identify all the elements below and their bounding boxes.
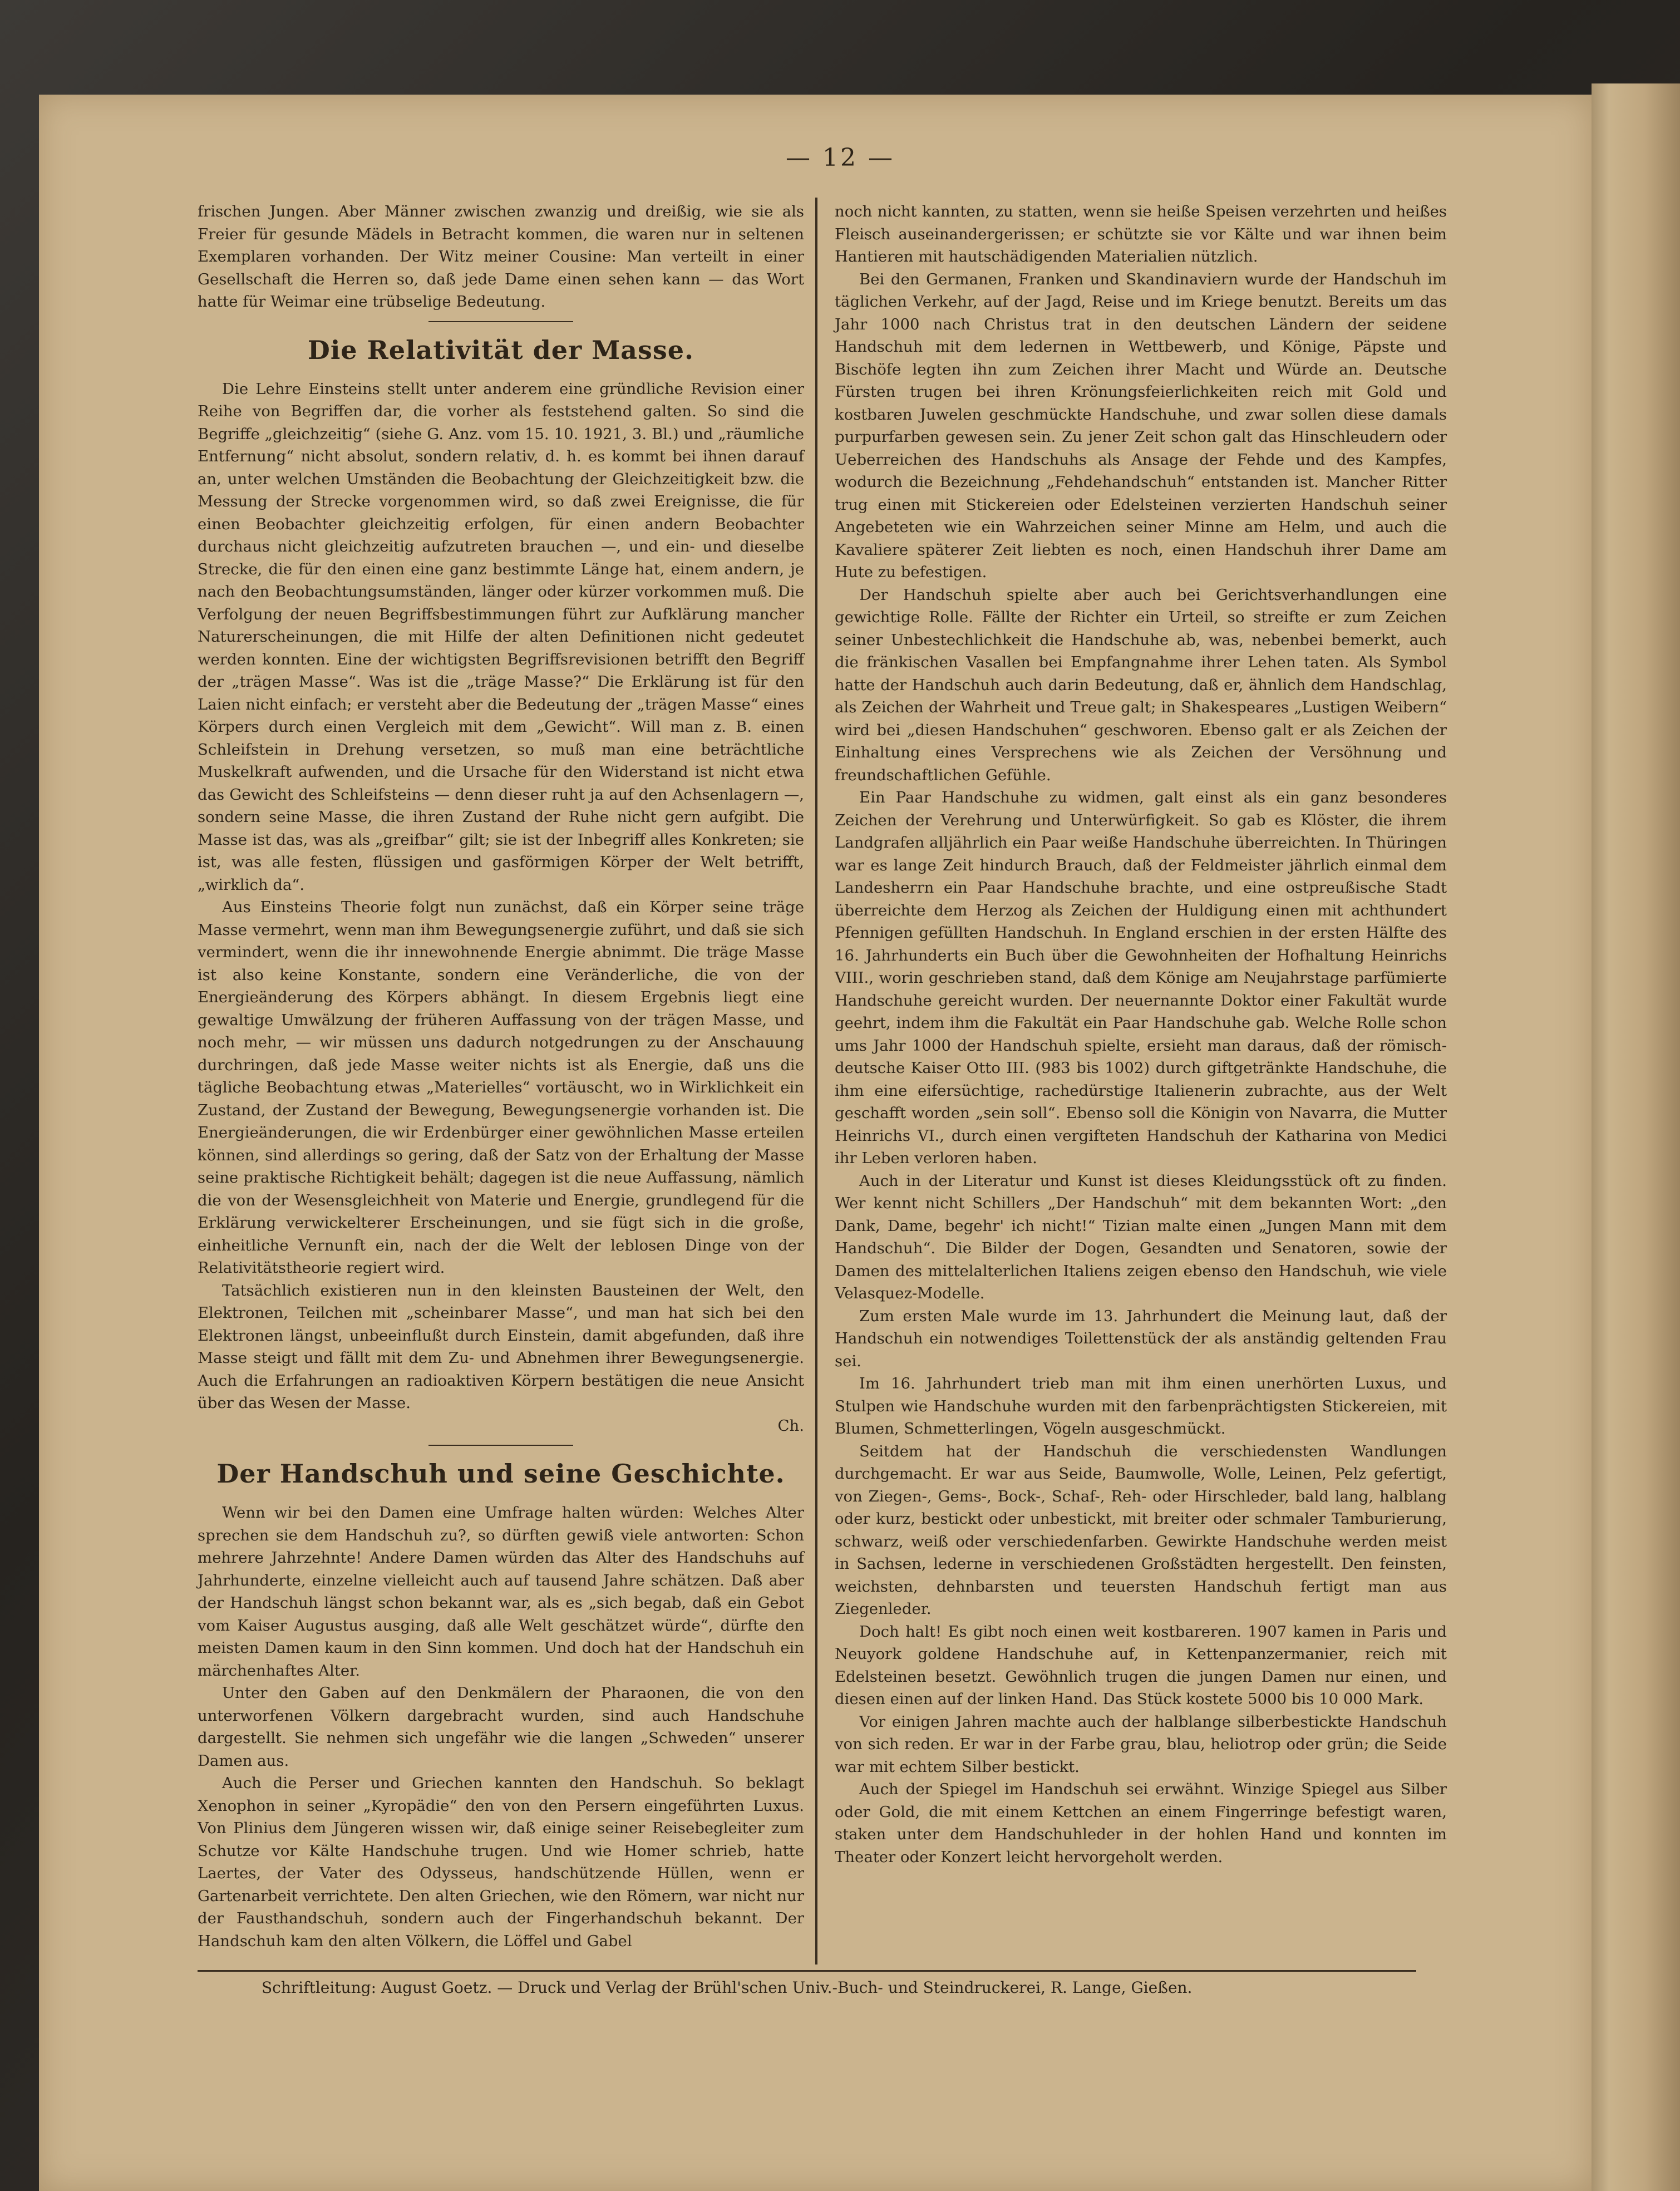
section-divider (428, 321, 573, 322)
article-signature: Ch. (777, 1416, 804, 1435)
article-heading-relativity: Die Relativität der Masse. (307, 334, 694, 365)
article-paragraph: Wenn wir bei den Damen eine Umfrage halten würden: Welches Alter sprechen sie dem Handschuh zu?, so dürften gewiß viele antworten: Schon mehrere Jahrzehnte! Andere Damen würden das Alter des Handschuhs auf Jahrhunderte, einzelne vielleicht auch auf tausend Jahre schätzen. Daß aber der Handschuh längst schon bekannt war, als es „sich begab, daß ein Gebot vom Kaiser Augustus ausging, daß alle Welt geschätzet würde“, dürfte den meisten Damen kaum in den Sinn kommen. Und doch hat der Handschuh ein märchenhaftes Alter. (198, 1504, 804, 1680)
intro-paragraph: frischen Jungen. Aber Männer zwischen zwanzig und dreißig, wie sie als Freier für gesunde Mädels in Betracht kommen, die waren nur in seltenen Exemplaren vorhanden. Der Witz meiner Cousine: Man verteilt in einer Gesellschaft die Herren so, daß jede Dame einen sehen kann — das Wort hatte für Weimar eine trübselige Bedeutung. (198, 203, 804, 311)
article-paragraph: Vor einigen Jahren machte auch der halblange silberbestickte Handschuh von sich reden. Er war in der Farbe grau, blau, heliotrop oder grün; die Seide war mit echtem Silber bestickt. (835, 1712, 1447, 1776)
next-page-edge (1592, 83, 1680, 2191)
right-column (835, 200, 1447, 1868)
imprint-footer: Schriftleitung: August Goetz. — Druck und Verlag der Brühl'schen Univ.-Buch- und Steindruckerei, R. Lange, Gießen. (262, 1978, 1193, 1997)
column-divider (815, 198, 817, 1964)
article-paragraph: Auch der Spiegel im Handschuh sei erwähnt. Winzige Spiegel aus Silber oder Gold, die mit einem Kettchen an einem Fingerringe befestigt waren, staken unter dem Handschuhleder in der hohlen Hand und konnten im Theater oder Konzert leicht hervorgeholt werden. (835, 1780, 1447, 1866)
page-number: — 12 — (786, 144, 895, 172)
article-paragraph: Die Lehre Einsteins stellt unter anderem eine gründliche Revision einer Reihe von Begriffen dar, die vorher als feststehend galten. So sind die Begriffe „gleichzeitig“ (siehe G. Anz. vom 15. 10. 1921, 3. Bl.) und „räumliche Entfernung“ nicht absolut, sondern relativ, d. h. es kommt bei ihnen darauf an, unter welchen Umständen die Beobachtung der Gleichzeitigkeit bzw. die Messung der Strecke vorgenommen wird, so daß zwei Ereignisse, die für einen Beobachter gleichzeitig erfolgen, für einen andern Beobachter durchaus nicht gleichzeitig aufzutreten brauchen —, und ein- und dieselbe Strecke, die für den einen eine ganz bestimmte Länge hat, einem andern, je nach den Beobachtungsumständen, länger oder kürzer vorkommen muß. Die Verfolgung der neuen Begriffsbestimmungen führt zur Aufklärung mancher Naturerscheinungen, die mit Hilfe der alten Definitionen nicht gedeutet werden konnten. Eine der wichtigsten Begriffsrevisionen betrifft den Begriff der „trägen Masse“. Was ist die „träge Masse?“ Die Erklärung ist für den Laien nicht einfach; er versteht aber die Bedeutung der „trägen Masse“ eines Körpers durch einen Vergleich mit dem „Gewicht“. Will man z. B. einen Schleifstein in Drehung versetzen, so muß man eine beträchtliche Muskelkraft aufwenden, und die Ursache für den Widerstand ist nicht etwa das Gewicht des Schleifsteins — denn dieser ruht ja auf den Achsenlagern —, sondern seine Masse, die ihren Zustand der Ruhe nicht gern aufgibt. Die Masse ist das, was als „greifbar“ gilt; sie ist der Inbegriff alles Konkreten; sie ist, was alle festen, flüssigen und gasförmigen Körper der Welt betrifft, „wirklich da“. (198, 380, 804, 894)
article-paragraph: Aus Einsteins Theorie folgt nun zunächst, daß ein Körper seine träge Masse vermehrt, wenn man ihm Bewegungsenergie zuführt, und daß sie sich vermindert, wenn die ihr innewohnende Energie abnimmt. Die träge Masse ist also keine Konstante, sondern eine Veränderliche, die von der Energieänderung des Körpers abhängt. In diesem Ergebnis liegt eine gewaltige Umwälzung der früheren Auffassung von der trägen Masse, und noch mehr, — wir müssen uns dadurch notgedrungen zu der Anschauung durchringen, daß jede Masse weiter nichts ist als Energie, daß uns die tägliche Beobachtung etwas „Materielles“ vortäuscht, wo in Wirklichkeit ein Zustand, der Zustand der Bewegung, Bewegungsenergie vorhanden ist. Die Energieänderungen, die wir Erdenbürger einer gewöhnlichen Masse erteilen können, sind allerdings so gering, daß der Satz von der Erhaltung der Masse seine praktische Richtigkeit behält; dagegen ist die neue Auffassung, nämlich die von der Wesensgleichheit von Materie und Energie, grundlegend für die Erklärung verwickelterer Erscheinungen, und sie fügt sich in die große, einheitliche Vernunft ein, nach der die Welt der leblosen Dinge von der Relativitätstheorie regiert wird. (198, 898, 804, 1277)
footer-rule (198, 1970, 1416, 1972)
article-paragraph: Bei den Germanen, Franken und Skandinaviern wurde der Handschuh im täglichen Verkehr, auf der Jagd, Reise und im Kriege benutzt. Bereits um das Jahr 1000 nach Christus trat in den deutschen Ländern der seidene Handschuh mit dem ledernen in Wettbewerb, und Könige, Päpste und Bischöfe legten ihn zum Zeichen ihrer Macht und Würde an. Deutsche Fürsten trugen bei ihren Krönungsfeierlichkeiten reich mit Gold und kostbaren Juwelen geschmückte Handschuhe, und zwar sollen diese damals purpurfarben gewesen sein. Zu jener Zeit schon galt das Hinschleudern oder Ueberreichen des Handschuhs als Ansage der Fehde und des Kampfes, wodurch die Bezeichnung „Fehdehandschuh“ entstanden ist. Mancher Ritter trug einen mit Stickereien oder Edelsteinen verzierten Handschuh seiner Angebeteten wie ein Wahrzeichen seiner Minne am Helm, und auch die Kavaliere späterer Zeit liebten es noch, einen Handschuh ihrer Dame am Hute zu befestigen. (835, 270, 1447, 581)
left-column (198, 200, 804, 1952)
article-paragraph: Auch die Perser und Griechen kannten den Handschuh. So beklagt Xenophon in seiner „Kyropädie“ den von den Persern eingeführten Luxus. Von Plinius dem Jüngeren wissen wir, daß einige seiner Reisebegleiter zum Schutze vor Kälte Handschuhe trugen. Und wie Homer schrieb, hatte Laertes, der Vater des Odysseus, handschützende Hüllen, wenn er Gartenarbeit verrichtete. Den alten Griechen, wie den Römern, war nicht nur der Fausthandschuh, sondern auch der Fingerhandschuh bekannt. Der Handschuh kam den alten Völkern, die Löffel und Gabel (198, 1774, 804, 1950)
article-paragraph: Tatsächlich existieren nun in den kleinsten Bausteinen der Welt, den Elektronen, Teilchen mit „scheinbarer Masse“, und man hat sich bei den Elektronen längst, unbeeinflußt durch Einstein, damit abgefunden, daß ihre Masse steigt und fällt mit dem Zu- und Abnehmen ihrer Bewegungsenergie. Auch die Erfahrungen an radioaktiven Körpern bestätigen die neue Ansicht über das Wesen der Masse. (198, 1281, 804, 1412)
article-paragraph: Zum ersten Male wurde im 13. Jahrhundert die Meinung laut, daß der Handschuh ein notwendiges Toilettenstück der als anständig geltenden Frau sei. (835, 1307, 1447, 1370)
section-divider (428, 1445, 573, 1446)
article-paragraph: Im 16. Jahrhundert trieb man mit ihm einen unerhörten Luxus, und Stulpen wie Handschuhe wurden mit den farbenprächtigsten Stickereien, mit Blumen, Schmetterlingen, Vögeln ausgeschmückt. (835, 1375, 1447, 1437)
article-paragraph: Doch halt! Es gibt noch einen weit kostbareren. 1907 kamen in Paris und Neuyork goldene Handschuhe auf, in Kettenpanzermanier, reich mit Edelsteinen besetzt. Gewöhnlich trugen die jungen Damen nur einen, und diesen einen auf der linken Hand. Das Stück kostete 5000 bis 10 000 Mark. (835, 1622, 1447, 1708)
article-paragraph: noch nicht kannten, zu statten, wenn sie heiße Speisen verzehrten und heißes Fleisch auseinandergerissen; er schützte sie vor Kälte und war ihnen beim Hantieren mit hautschädigenden Materialien nützlich. (835, 203, 1447, 265)
article-paragraph: Ein Paar Handschuhe zu widmen, galt einst als ein ganz besonderes Zeichen der Verehrung und Unterwürfigkeit. So gab es Klöster, die ihrem Landgrafen alljährlich ein Paar weiße Handschuhe überreichten. In Thüringen war es lange Zeit hindurch Brauch, daß der Feldmeister jährlich einmal dem Landesherrn ein Paar Handschuhe brachte, und eine ostpreußische Stadt überreichte dem Herzog als Zeichen der Huldigung einen mit achthundert Pfennigen gefüllten Handschuh. In England erschien in der ersten Hälfte des 16. Jahrhunderts ein Buch über die Gewohnheiten der Hofhaltung Heinrichs VIII., worin geschrieben stand, daß dem Könige am Neujahrstage parfümierte Handschuhe gereicht wurden. Der neuernannte Doktor einer Fakultät wurde geehrt, indem ihm die Fakultät ein Paar Handschuhe gab. Welche Rolle schon ums Jahr 1000 der Handschuh spielte, ersieht man daraus, daß der römisch-deutsche Kaiser Otto III. (983 bis 1002) durch giftgetränkte Handschuhe, die ihm eine eifersüchtige, rachedürstige Italienerin zubrachte, aus der Welt geschafft worden „sein soll“. Ebenso soll die Königin von Navarra, die Mutter Heinrichs VI., durch einen vergifteten Handschuh der Katharina von Medici ihr Leben verloren haben. (835, 789, 1447, 1167)
article-paragraph: Seitdem hat der Handschuh die verschiedensten Wandlungen durchgemacht. Er war aus Seide, Baumwolle, Wolle, Leinen, Pelz gefertigt, von Ziegen-, Gems-, Bock-, Schaf-, Reh- oder Hirschleder, bald lang, halblang oder kurz, bestickt oder unbestickt, mit breiter oder schmaler Tamburierung, schwarz, weiß oder verschiedenfarben. Gewirkte Handschuhe werden meist in Sachsen, lederne in verschiedenen Großstädten hergestellt. Den feinsten, weichsten, dehnbarsten und teuersten Handschuh fertigt man aus Ziegenleder. (835, 1442, 1447, 1618)
article-paragraph: Der Handschuh spielte aber auch bei Gerichtsverhandlungen eine gewichtige Rolle. Fällte der Richter ein Urteil, so streifte er zum Zeichen seiner Unbestechlichkeit die Handschuhe ab, was, nebenbei bemerkt, auch die fränkischen Vasallen bei Empfangnahme ihrer Lehen taten. Als Symbol hatte der Handschuh auch darin Bedeutung, daß er, ähnlich dem Handschlag, als Zeichen der Wahrheit und Treue galt; in Shakespeares „Lustigen Weibern“ wird bei „diesen Handschuhen“ geschworen. Ebenso galt er als Zeichen der Einhaltung eines Versprechens wie als Zeichen der Versöhnung und freundschaftlichen Gefühle. (835, 585, 1447, 784)
article-paragraph: Unter den Gaben auf den Denkmälern der Pharaonen, die von den unterworfenen Völkern dargebracht wurden, sind auch Handschuhe dargestellt. Sie nehmen sich ungefähr wie die langen „Schweden“ unserer Damen aus. (198, 1684, 804, 1770)
article-paragraph: Auch in der Literatur und Kunst ist dieses Kleidungsstück oft zu finden. Wer kennt nicht Schillers „Der Handschuh“ mit dem bekannten Wort: „den Dank, Dame, begehr' ich nicht!“ Tizian malte einen „Jungen Mann mit dem Handschuh“. Die Bilder der Dogen, Gesandten und Senatoren, sowie der Damen des mittelalterlichen Italiens zeigen ebenso den Handschuh, wie viele Velasquez-Modelle. (835, 1171, 1447, 1302)
article-heading-glove: Der Handschuh und seine Geschichte. (216, 1459, 785, 1489)
